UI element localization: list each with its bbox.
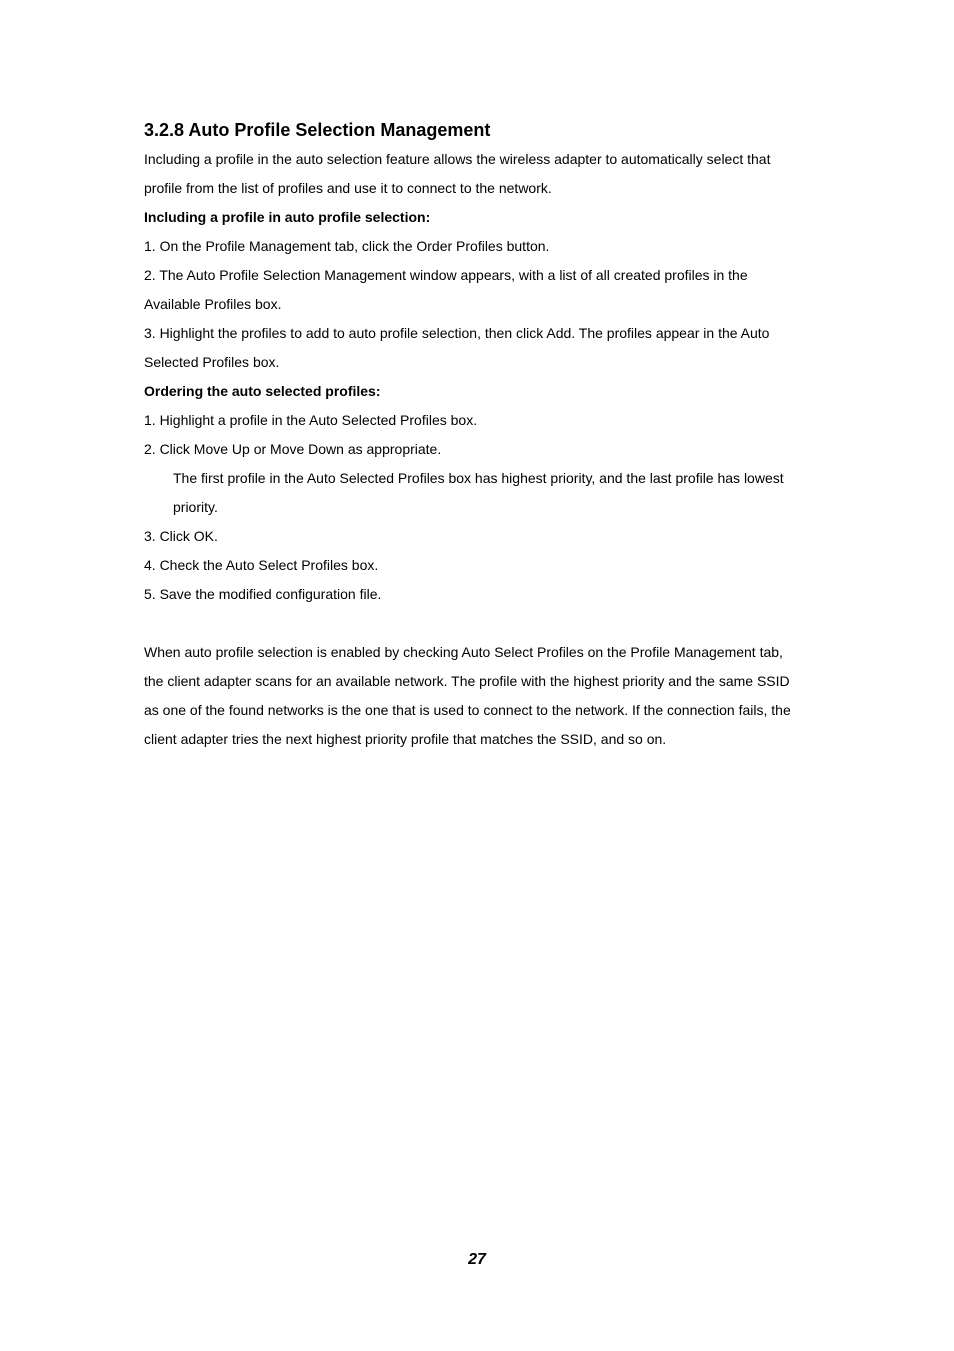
ordering-step-2: 2. Click Move Up or Move Down as appropriate. <box>144 441 442 457</box>
paragraph-spacer <box>144 609 824 638</box>
including-step-2-line-1: 2. The Auto Profile Selection Management window appears, with a list of all created profiles in the <box>144 267 748 283</box>
including-step-3-line-2: Selected Profiles box. <box>144 354 280 370</box>
closing-paragraph-line-3: as one of the found networks is the one that is used to connect to the network. If the connection fails, the <box>144 702 791 718</box>
including-step-3-line-1: 3. Highlight the profiles to add to auto profile selection, then click Add. The profiles appear in the Auto <box>144 325 770 341</box>
ordering-step-3: 3. Click OK. <box>144 528 218 544</box>
ordering-step-4: 4. Check the Auto Select Profiles box. <box>144 557 379 573</box>
ordering-note-line-2: priority. <box>173 499 218 515</box>
page-content <box>144 118 824 754</box>
intro-paragraph-line-2: profile from the list of profiles and use it to connect to the network. <box>144 180 552 196</box>
closing-paragraph-line-4: client adapter tries the next highest priority profile that matches the SSID, and so on. <box>144 731 667 747</box>
ordering-step-5: 5. Save the modified configuration file. <box>144 586 382 602</box>
intro-paragraph-line-1: Including a profile in the auto selection feature allows the wireless adapter to automatically select that <box>144 151 771 167</box>
including-subheading: Including a profile in auto profile selection: <box>144 209 431 225</box>
page-number: 27 <box>468 1251 486 1268</box>
including-step-2-line-2: Available Profiles box. <box>144 296 282 312</box>
including-step-1: 1. On the Profile Management tab, click the Order Profiles button. <box>144 238 550 254</box>
closing-paragraph-line-2: the client adapter scans for an available network. The profile with the highest priority and the same SSID <box>144 673 790 689</box>
ordering-note-line-1: The first profile in the Auto Selected Profiles box has highest priority, and the last profile has lowest <box>173 470 784 486</box>
ordering-subheading: Ordering the auto selected profiles: <box>144 383 381 399</box>
closing-paragraph-line-1: When auto profile selection is enabled by checking Auto Select Profiles on the Profile Management tab, <box>144 644 783 660</box>
section-title: 3.2.8 Auto Profile Selection Management <box>144 120 491 140</box>
ordering-step-1: 1. Highlight a profile in the Auto Selected Profiles box. <box>144 412 478 428</box>
